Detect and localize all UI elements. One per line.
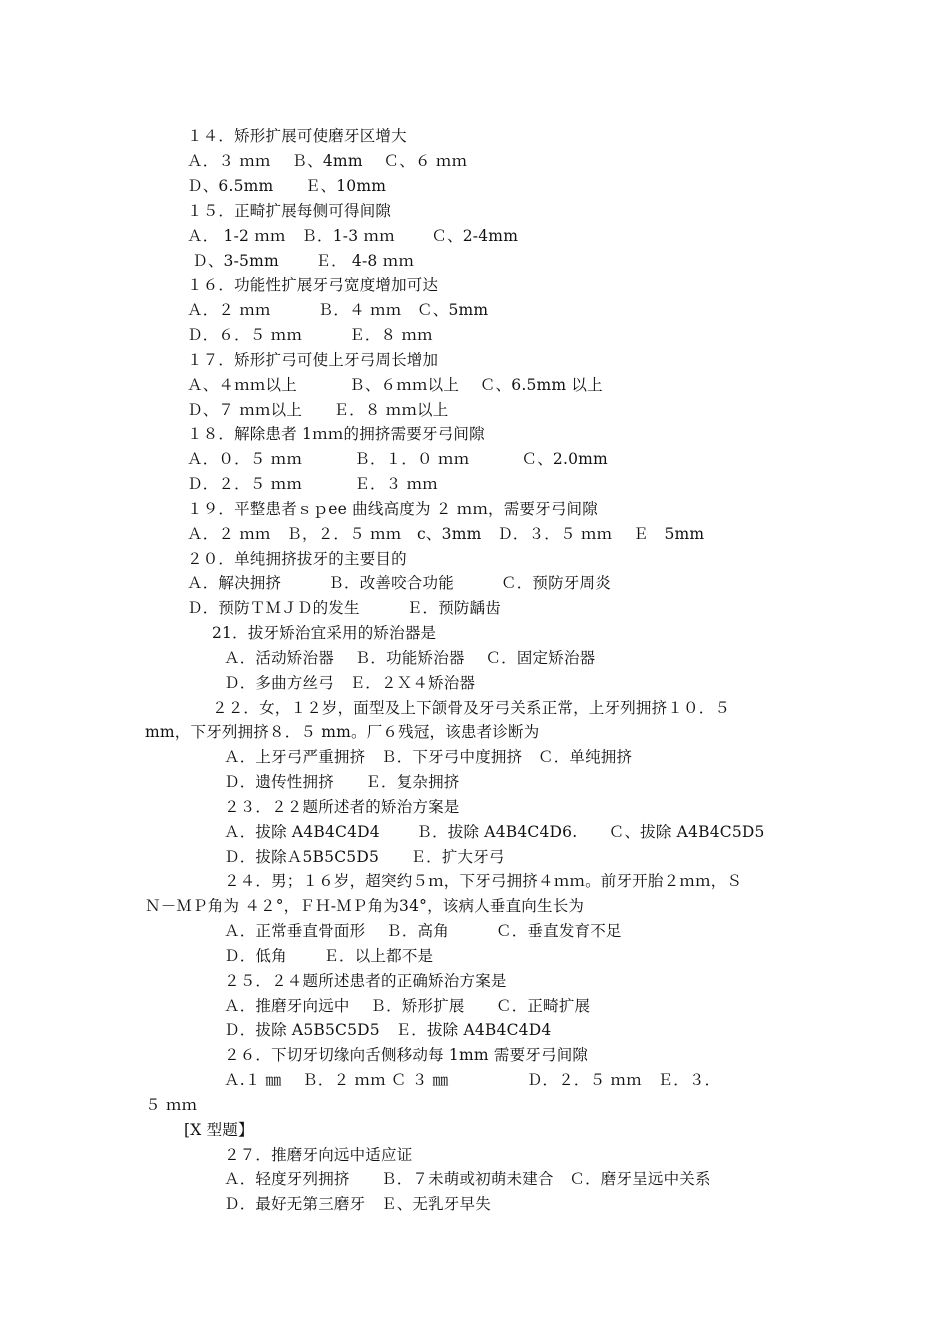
section-heading-x-type: [X 型题】 [184, 1121, 254, 1139]
question-21-options-d-e: Ｄ．多曲方丝弓 Ｅ．２Ｘ４矫治器 [224, 674, 476, 692]
question-23-options-a-c: Ａ．拔除 A4B4C4D4 Ｂ．拔除 A4B4C4D6. Ｃ、拔除 A4B4C5D5 [224, 823, 765, 841]
question-27-options-d-e: Ｄ．最好无第三磨牙 Ｅ、无乳牙早失 [224, 1195, 491, 1213]
question-22-stem-line-1: ２２．女，１２岁，面型及上下颌骨及牙弓关系正常，上牙列拥挤１０．５ [212, 699, 731, 717]
question-22-options-a-c: Ａ．上牙弓严重拥挤 Ｂ．下牙弓中度拥挤 Ｃ．单纯拥挤 [224, 748, 633, 766]
question-26-stem: ２６．下切牙切缘向舌侧移动每 1mm 需要牙弓间隙 [224, 1046, 589, 1064]
question-23-stem: ２３．２２题所述者的矫治方案是 [224, 798, 460, 816]
question-27-stem: ２７．推磨牙向远中适应证 [224, 1146, 413, 1164]
question-25-stem: ２５．２４题所述患者的正确矫治方案是 [224, 972, 507, 990]
question-15-stem: １５．正畸扩展每侧可得间隙 [187, 202, 392, 220]
question-17-stem: １７．矫形扩弓可使上牙弓周长增加 [187, 351, 439, 369]
question-23-options-d-e: Ｄ．拔除Ａ5B5C5D5 Ｅ．扩大牙弓 [224, 848, 505, 866]
question-24-options-d-e: Ｄ．低角 Ｅ．以上都不是 [224, 947, 434, 965]
question-16-options-a-c: Ａ．２ ｍｍ Ｂ．４ ｍｍ Ｃ、5mm [187, 301, 489, 319]
question-14-stem: １４．矫形扩展可使磨牙区增大 [187, 127, 407, 145]
question-20-stem: ２０．单纯拥挤拔牙的主要目的 [187, 550, 407, 568]
question-24-stem-line-1: ２４．男；１６岁，超突约５ｍ，下牙弓拥挤４ｍｍ。前牙开胎２ｍｍ，Ｓ [224, 872, 743, 890]
question-19-stem: １９．平整患者ｓｐee 曲线高度为 ２ ｍｍ，需要牙弓间隙 [187, 500, 598, 518]
question-24-options-a-c: Ａ．正常垂直骨面形 Ｂ．高角 Ｃ．垂直发育不足 [224, 922, 622, 940]
question-26-options-line-2: ５ ｍｍ [145, 1096, 198, 1114]
question-25-options-a-c: Ａ．推磨牙向远中 Ｂ．矫形扩展 Ｃ．正畸扩展 [224, 997, 591, 1015]
question-20-options-d-e: Ｄ．预防ＴＭＪＤ的发生 Ｅ．预防龋齿 [187, 599, 502, 617]
question-21-stem: 21．拔牙矫治宜采用的矫治器是 [212, 624, 437, 642]
question-14-options-a-c: Ａ．３ ｍｍ Ｂ、4mm Ｃ、６ ｍｍ [187, 152, 468, 170]
question-15-options-d-e: Ｄ、3-5mm Ｅ． 4-8 ｍｍ [187, 252, 415, 270]
question-14-options-d-e: Ｄ、6.5mm Ｅ、10mm [187, 177, 387, 195]
question-25-options-d-e: Ｄ．拔除 A5B5C5D5 Ｅ．拔除 A4B4C4D4 [224, 1021, 552, 1039]
question-17-options-a-c: Ａ、４ｍｍ以上 Ｂ、６ｍｍ以上 Ｃ、6.5mm 以上 [187, 376, 603, 394]
question-20-options-a-c: Ａ．解决拥挤 Ｂ．改善咬合功能 Ｃ．预防牙周炎 [187, 574, 611, 592]
question-15-options-a-c: Ａ． 1-2 ｍｍ Ｂ．1-3 ｍｍ Ｃ、2-4mm [187, 227, 519, 245]
question-18-options-d-e: Ｄ．２．５ ｍｍ Ｅ．３ ｍｍ [187, 475, 438, 493]
question-26-options-line-1: Ａ.１ ㎜ Ｂ．２ ｍｍ Ｃ ３ ㎜ Ｄ．２．５ ｍｍ Ｅ．３． [224, 1071, 721, 1089]
question-16-options-d-e: Ｄ．６．５ ｍｍ Ｅ．８ ｍｍ [187, 326, 433, 344]
question-27-options-a-c: Ａ．轻度牙列拥挤 Ｂ．７未萌或初萌未建合 Ｃ．磨牙呈远中关系 [224, 1170, 711, 1188]
question-18-options-a-c: Ａ．０．５ ｍｍ Ｂ．１．０ ｍｍ Ｃ、2.0mm [187, 450, 608, 468]
question-16-stem: １６．功能性扩展牙弓宽度增加可达 [187, 276, 439, 294]
question-24-stem-line-2: Ｎ－ＭＰ角为 ４２°，ＦＨ-ＭＰ角为34°，该病人垂直向生长为 [145, 897, 585, 915]
question-21-options-a-c: Ａ．活动矫治器 Ｂ．功能矫治器 Ｃ．固定矫治器 [224, 649, 596, 667]
question-19-options: Ａ．２ ｍｍ Ｂ，２．５ ｍｍ c、3mm Ｄ．３．５ ｍｍ Ｅ 5mm [187, 525, 705, 543]
question-17-options-d-e: Ｄ、７ ｍｍ以上 Ｅ．８ ｍｍ以上 [187, 401, 449, 419]
question-22-options-d-e: Ｄ．遗传性拥挤 Ｅ．复杂拥挤 [224, 773, 460, 791]
question-18-stem: １８．解除患者 1ｍｍ的拥挤需要牙弓间隙 [187, 425, 485, 443]
question-22-stem-line-2: mm，下牙列拥挤８．５ mm。厂６残冠，该患者诊断为 [145, 723, 540, 741]
